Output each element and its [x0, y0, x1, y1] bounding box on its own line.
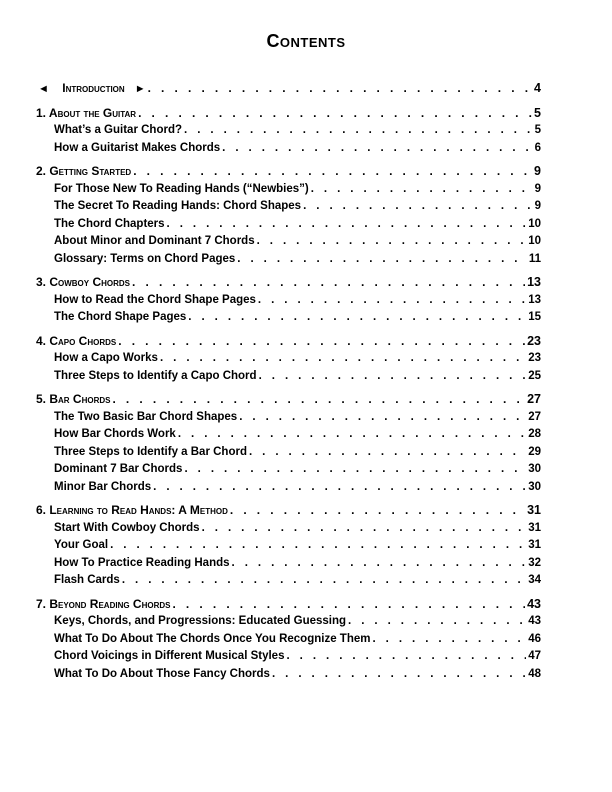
toc-entry-label: 7. Beyond Reading Chords — [36, 596, 171, 611]
dot-leader — [259, 368, 527, 386]
page-title: Contents — [266, 31, 346, 51]
toc-subentry[interactable] — [36, 122, 541, 140]
toc-entry-label: How To Practice Reading Hands — [54, 556, 230, 569]
toc-entry-page: 32 — [528, 556, 541, 569]
dot-leader — [178, 426, 526, 444]
toc-entry-page: 6 — [534, 141, 541, 154]
toc-subentry[interactable] — [36, 409, 541, 427]
left-arrow-icon: ◄ — [38, 83, 49, 95]
toc-entry-page: 5 — [534, 124, 541, 136]
dot-leader — [239, 409, 526, 427]
toc-entry-page: 13 — [527, 275, 541, 289]
toc-entry-label: 4. Capo Chords — [36, 333, 117, 348]
toc-chapter-5[interactable] — [36, 391, 541, 409]
dot-leader — [132, 274, 525, 292]
dot-leader — [167, 216, 527, 234]
dot-leader — [110, 537, 526, 555]
toc-entry-page: 29 — [528, 445, 541, 458]
toc-entry-page: 30 — [528, 463, 541, 475]
toc-entry-label: How a Capo Works — [54, 352, 158, 364]
dot-leader — [202, 520, 527, 538]
toc-subentry[interactable] — [36, 479, 541, 497]
toc-entry-page: 25 — [528, 369, 541, 382]
toc-entry-label: Dominant 7 Bar Chords — [54, 463, 183, 475]
toc-entry-page: 43 — [527, 596, 541, 611]
dot-leader — [237, 251, 527, 269]
dot-leader — [118, 333, 525, 351]
toc-entry-label: 6. Learning to Read Hands: A Method — [36, 503, 228, 517]
toc-entry-label: Three Steps to Identify a Capo Chord — [54, 369, 257, 382]
toc-entry-label: What To Do About Those Fancy Chords — [54, 667, 270, 680]
dot-leader — [112, 391, 525, 409]
toc-subentry[interactable] — [36, 631, 541, 649]
toc-subentry[interactable] — [36, 461, 541, 479]
toc-subentry[interactable] — [36, 666, 541, 684]
dot-leader — [148, 80, 532, 98]
toc-entry-page: 10 — [528, 235, 541, 247]
toc-entry-page: 31 — [528, 539, 541, 551]
dot-leader — [153, 479, 526, 497]
toc-entry-label: For Those New To Reading Hands (“Newbies”) — [54, 182, 309, 195]
dot-leader — [303, 198, 533, 216]
toc-subentry[interactable] — [36, 198, 541, 216]
toc-entry-label — [38, 80, 146, 99]
toc-entry-label: Glossary: Terms on Chord Pages — [54, 252, 236, 265]
toc-entry-page: 31 — [527, 503, 541, 517]
toc-subentry[interactable] — [36, 555, 541, 573]
toc-subentry[interactable] — [36, 233, 541, 251]
toc-subentry[interactable] — [36, 537, 541, 555]
toc-entry-label: How to Read the Chord Shape Pages — [54, 293, 256, 306]
toc-subentry[interactable] — [36, 181, 541, 199]
dot-leader — [172, 596, 525, 614]
toc-chapter-6[interactable] — [36, 502, 541, 520]
toc-entry-label: Your Goal — [54, 539, 109, 551]
toc-subentry[interactable] — [36, 292, 541, 310]
toc-entry-page: 13 — [528, 293, 541, 306]
dot-leader — [258, 292, 526, 310]
toc-entry-label: Three Steps to Identify a Bar Chord — [54, 445, 247, 458]
dot-leader — [188, 309, 526, 327]
toc-entry-page: 43 — [528, 615, 541, 627]
toc-entry-label: Start With Cowboy Chords — [54, 521, 200, 534]
dot-leader — [348, 613, 526, 631]
toc-entry-label: 3. Cowboy Chords — [36, 275, 131, 289]
toc-subentry[interactable] — [36, 309, 541, 327]
toc-entry-label: The Chord Chapters — [54, 217, 165, 230]
toc-entry-page: 27 — [528, 410, 541, 423]
toc-entry-introduction[interactable] — [36, 80, 541, 98]
toc-entry-page: 9 — [534, 182, 541, 195]
toc-entry-label: How a Guitarist Makes Chords — [54, 141, 221, 154]
dot-leader — [122, 572, 526, 590]
toc-entry-label: 2. Getting Started — [36, 164, 132, 178]
toc-entry-label: The Two Basic Bar Chord Shapes — [54, 410, 238, 423]
dot-leader — [160, 350, 526, 368]
introduction-label: Introduction — [62, 81, 125, 95]
toc-entry-page: 28 — [528, 428, 541, 440]
toc-entry-page: 47 — [528, 650, 541, 662]
toc-entry-page: 15 — [528, 311, 541, 323]
toc-entry-label: The Secret To Reading Hands: Chord Shapes — [54, 200, 302, 212]
dot-leader — [249, 444, 526, 462]
right-arrow-icon: ► — [134, 83, 146, 95]
toc-entry-label: Flash Cards — [54, 574, 120, 586]
toc-subentry[interactable] — [36, 444, 541, 462]
dot-leader — [311, 181, 533, 199]
dot-leader — [286, 648, 526, 666]
toc-subentry[interactable] — [36, 251, 541, 269]
toc-entry-page: 48 — [528, 667, 541, 680]
table-of-contents — [36, 80, 541, 683]
dot-leader — [232, 555, 527, 573]
toc-entry-page: 4 — [534, 81, 541, 95]
toc-chapter-4[interactable] — [36, 333, 541, 351]
toc-chapter-2[interactable] — [36, 163, 541, 181]
toc-entry-page: 34 — [528, 574, 541, 586]
toc-entry-label: About Minor and Dominant 7 Chords — [54, 235, 255, 247]
toc-subentry[interactable] — [36, 216, 541, 234]
toc-subentry[interactable] — [36, 368, 541, 386]
toc-entry-label: How Bar Chords Work — [54, 428, 176, 440]
toc-subentry[interactable] — [36, 426, 541, 444]
toc-entry-page: 27 — [527, 392, 541, 406]
toc-entry-label: Chord Voicings in Different Musical Styles — [54, 650, 285, 662]
toc-subentry[interactable] — [36, 140, 541, 158]
toc-chapter-7[interactable] — [36, 596, 541, 614]
toc-entry-page: 5 — [534, 105, 541, 120]
dot-leader — [222, 140, 532, 158]
dot-leader — [184, 122, 533, 140]
toc-entry-page: 23 — [528, 352, 541, 364]
toc-entry-page: 11 — [528, 252, 541, 265]
dot-leader — [133, 163, 532, 181]
toc-entry-page: 9 — [534, 164, 541, 178]
toc-subentry[interactable] — [36, 572, 541, 590]
toc-subentry[interactable] — [36, 648, 541, 666]
toc-entry-page: 46 — [528, 632, 541, 645]
toc-entry-label: 1. About the Guitar — [36, 105, 137, 120]
toc-entry-label: 5. Bar Chords — [36, 392, 111, 406]
dot-leader — [230, 502, 525, 520]
toc-subentry[interactable] — [36, 350, 541, 368]
toc-entry-label: Minor Bar Chords — [54, 480, 152, 493]
toc-subentry[interactable] — [36, 520, 541, 538]
toc-chapter-3[interactable] — [36, 274, 541, 292]
toc-entry-page: 30 — [528, 480, 541, 493]
toc-entry-label: What To Do About The Chords Once You Recognize Them — [54, 632, 371, 645]
dot-leader — [257, 233, 527, 251]
toc-entry-page: 31 — [528, 521, 541, 534]
toc-entry-page: 23 — [527, 333, 541, 348]
toc-entry-label: The Chord Shape Pages — [54, 311, 187, 323]
toc-entry-label: Keys, Chords, and Progressions: Educated Guessing — [54, 615, 347, 627]
dot-leader — [138, 105, 532, 123]
toc-chapter-1[interactable] — [36, 105, 541, 123]
dot-leader — [372, 631, 526, 649]
toc-entry-page: 9 — [534, 200, 541, 212]
dot-leader — [272, 666, 526, 684]
toc-subentry[interactable] — [36, 613, 541, 631]
dot-leader — [184, 461, 526, 479]
toc-entry-label: What’s a Guitar Chord? — [54, 124, 182, 136]
chapter-list — [36, 105, 541, 684]
toc-entry-page: 10 — [528, 217, 541, 230]
